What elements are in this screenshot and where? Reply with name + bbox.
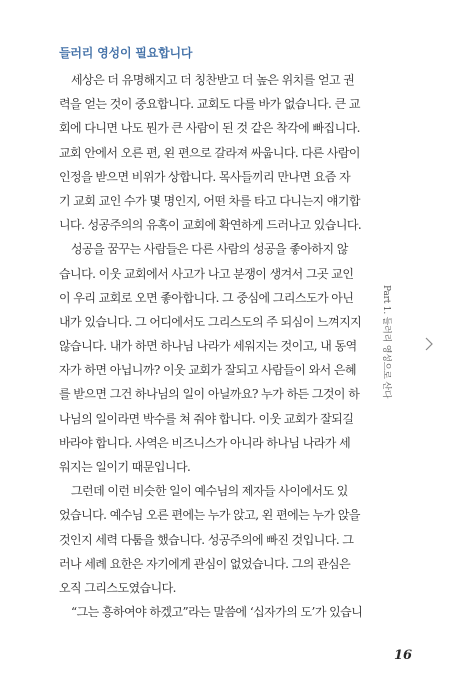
text-line: 내가 있습니다. 그 어디에서도 그리스도의 주 되심이 느껴지지 xyxy=(59,314,362,329)
text-line: 나님의 일이라면 박수를 쳐 줘야 합니다. 이웃 교회가 잘되길 xyxy=(59,411,354,426)
text-line: 습니다. 이웃 교회에서 사고가 나고 분쟁이 생겨서 그곳 교인 xyxy=(59,266,354,281)
text-line: 교회 안에서 오른 편, 왼 편으로 갈라져 싸웁니다. 다른 사람이 xyxy=(59,145,360,160)
text-line: 그런데 이런 비슷한 일이 예수님의 제자들 사이에서도 있 xyxy=(71,484,348,499)
text-line: 것인지 세력 다툼을 했습니다. 성공주의에 빠진 것입니다. 그 xyxy=(59,532,354,547)
text-line: 력을 얻는 것이 중요합니다. 교회도 다를 바가 없습니다. 큰 교 xyxy=(59,97,360,112)
section-heading: 들러리 영성이 필요합니다 xyxy=(59,46,193,60)
text-line: 성공을 꿈꾸는 사람들은 다른 사람의 성공을 좋아하지 않 xyxy=(71,242,348,257)
text-line: 러나 세례 요한은 자기에게 관심이 없었습니다. 그의 관심은 xyxy=(59,556,351,571)
text-line: 기 교회 교인 수가 몇 명인지, 어떤 차를 타고 다니는지 얘기합 xyxy=(59,193,360,208)
text-line: 워지는 일이기 때문입니다. xyxy=(59,460,191,474)
text-line: 세상은 더 유명해지고 더 칭찬받고 더 높은 위치를 얻고 권 xyxy=(71,73,355,87)
text-line: 바라야 합니다. 사역은 비즈니스가 아니라 하나님 나라가 세 xyxy=(59,435,351,450)
text-line: 인정을 받으면 비위가 상합니다. 목사들끼리 만나면 요즘 자 xyxy=(59,169,351,184)
text-line: “그는 흥하여야 하겠고”라는 말씀에 ‘십자가의 도’가 있습니 xyxy=(71,605,363,620)
text-line: 오직 그리스도였습니다. xyxy=(59,580,176,595)
text-line: 었습니다. 예수님 오른 편에는 누가 앉고, 왼 편에는 누가 앉을 xyxy=(59,508,360,523)
text-line: 를 받으면 그건 하나님의 일이 아닐까요? 누가 하든 그것이 하 xyxy=(59,387,360,402)
body-text xyxy=(59,68,373,624)
text-line: 않습니다. 내가 하면 하나님 나라가 세워지는 것이고, 내 동역 xyxy=(59,339,357,354)
text-line: 니다. 성공주의의 유혹이 교회에 확연하게 드러나고 있습니다. xyxy=(59,218,362,233)
text-line: 이 우리 교회로 오면 좋아합니다. 그 중심에 그리스도가 아닌 xyxy=(59,290,354,305)
running-header: Part 1. 들러리 영성으로 산다 xyxy=(381,285,391,399)
page-number: 16 xyxy=(394,648,413,663)
text-line: 회에 다니면 나도 뭔가 큰 사람이 된 것 같은 착각에 빠집니다. xyxy=(59,121,360,136)
chevron-right-icon xyxy=(423,336,435,352)
text-line: 자가 하면 아닙니까? 이웃 교회가 잘되고 사람들이 와서 은혜 xyxy=(59,363,357,378)
